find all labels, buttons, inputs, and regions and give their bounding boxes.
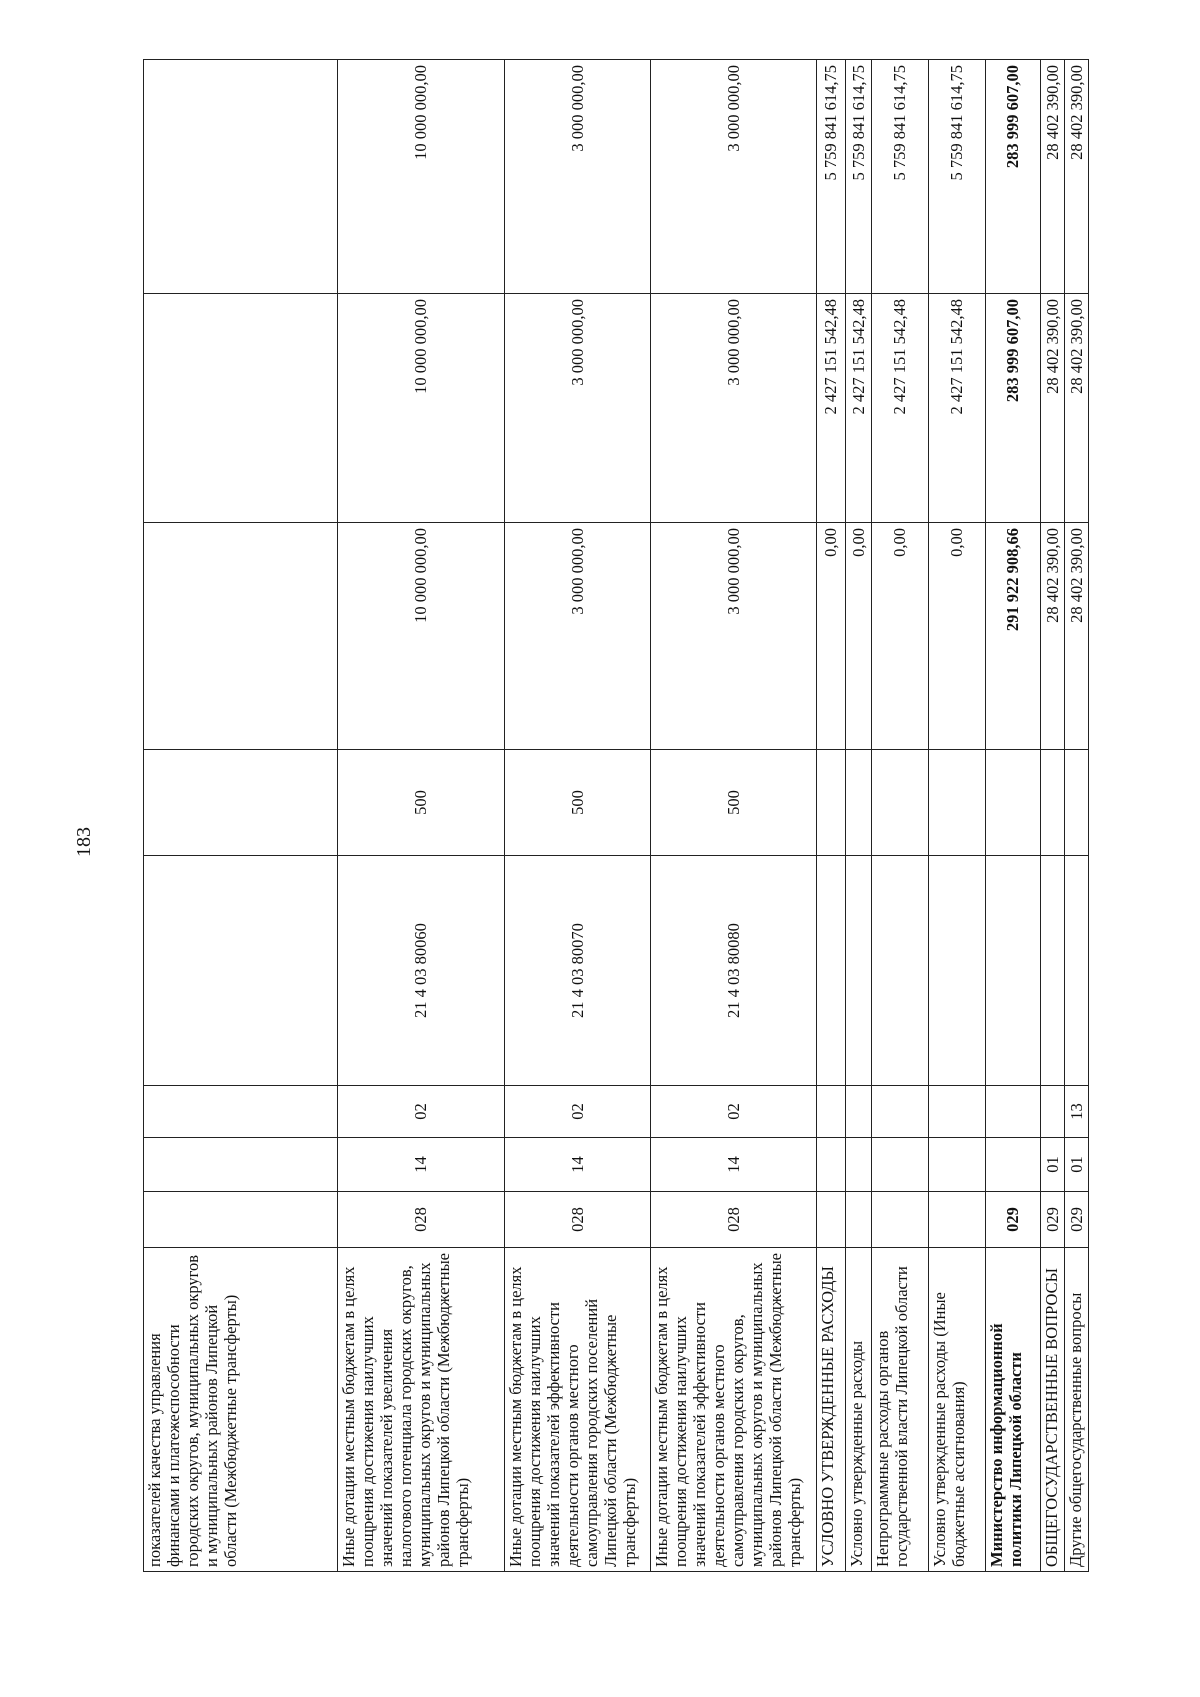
table-row <box>817 60 846 1572</box>
row-target: 21 4 03 80080 <box>651 856 817 1086</box>
row-amount-2: 3 000 000,00 <box>505 294 651 523</box>
row-amount-3: 5 759 841 614,75 <box>817 60 846 294</box>
row-section <box>929 1138 986 1192</box>
row-section: 14 <box>651 1138 817 1192</box>
row-amount-1: 0,00 <box>817 523 846 750</box>
row-subsection <box>846 1086 872 1138</box>
row-amount-3: 5 759 841 614,75 <box>872 60 929 294</box>
row-expense-type <box>929 750 986 856</box>
row-amount-3: 3 000 000,00 <box>651 60 817 294</box>
row-section <box>872 1138 929 1192</box>
row-expense-type <box>872 750 929 856</box>
row-section: 01 <box>1041 1138 1065 1192</box>
row-amount-1: 0,00 <box>846 523 872 750</box>
row-amount-2: 2 427 151 542,48 <box>872 294 929 523</box>
row-amount-3: 283 999 607,00 <box>986 60 1041 294</box>
row-amount-2 <box>144 294 338 523</box>
row-admin <box>929 1192 986 1248</box>
row-admin: 029 <box>1065 1192 1089 1248</box>
row-amount-2: 10 000 000,00 <box>338 294 505 523</box>
row-name: Условно утвержденные расходы (Иные бюджетные ассигнования) <box>929 1248 986 1572</box>
row-expense-type: 500 <box>651 750 817 856</box>
table-row <box>651 60 817 1572</box>
row-section: 01 <box>1065 1138 1089 1192</box>
page-number: 183 <box>73 827 95 857</box>
budget-table <box>143 59 1089 1572</box>
row-amount-3: 5 759 841 614,75 <box>846 60 872 294</box>
row-amount-1: 10 000 000,00 <box>338 523 505 750</box>
table-row <box>986 60 1041 1572</box>
row-subsection <box>817 1086 846 1138</box>
row-target <box>1041 856 1065 1086</box>
row-section <box>817 1138 846 1192</box>
row-amount-2: 2 427 151 542,48 <box>846 294 872 523</box>
row-target <box>1065 856 1089 1086</box>
budget-table-sheet <box>143 60 1086 1572</box>
row-subsection: 02 <box>651 1086 817 1138</box>
row-section <box>846 1138 872 1192</box>
row-amount-3: 3 000 000,00 <box>505 60 651 294</box>
table-row <box>846 60 872 1572</box>
row-amount-1: 0,00 <box>929 523 986 750</box>
row-amount-2: 3 000 000,00 <box>651 294 817 523</box>
row-amount-3: 5 759 841 614,75 <box>929 60 986 294</box>
row-admin <box>846 1192 872 1248</box>
row-amount-3: 28 402 390,00 <box>1041 60 1065 294</box>
row-target: 21 4 03 80060 <box>338 856 505 1086</box>
row-subsection: 13 <box>1065 1086 1089 1138</box>
row-name: Министерство информационной политики Липецкой области <box>986 1248 1041 1572</box>
row-admin: 029 <box>1041 1192 1065 1248</box>
row-expense-type <box>1041 750 1065 856</box>
row-admin <box>817 1192 846 1248</box>
row-section <box>144 1138 338 1192</box>
row-name: Непрограммные расходы органов государственной власти Липецкой области <box>872 1248 929 1572</box>
row-amount-3 <box>144 60 338 294</box>
table-row <box>338 60 505 1572</box>
table-row <box>505 60 651 1572</box>
row-amount-1: 28 402 390,00 <box>1041 523 1065 750</box>
row-subsection <box>872 1086 929 1138</box>
row-expense-type <box>144 750 338 856</box>
row-amount-1: 28 402 390,00 <box>1065 523 1089 750</box>
row-section <box>986 1138 1041 1192</box>
row-subsection <box>929 1086 986 1138</box>
row-name: Условно утвержденные расходы <box>846 1248 872 1572</box>
row-admin <box>144 1192 338 1248</box>
table-row <box>1065 60 1089 1572</box>
row-amount-1 <box>144 523 338 750</box>
row-name: Иные дотации местным бюджетам в целях поощрения достижения наилучших значений показателей эффективности деятельности органов местного самоуправления городских округов, муниципальных округов и муниципальных районов Липецкой области (Межбюджетные трансферты) <box>651 1248 817 1572</box>
row-subsection <box>986 1086 1041 1138</box>
row-amount-2: 28 402 390,00 <box>1041 294 1065 523</box>
row-target: 21 4 03 80070 <box>505 856 651 1086</box>
row-target <box>986 856 1041 1086</box>
row-amount-2: 28 402 390,00 <box>1065 294 1089 523</box>
row-amount-2: 2 427 151 542,48 <box>929 294 986 523</box>
table-row <box>872 60 929 1572</box>
row-name: УСЛОВНО УТВЕРЖДЕННЫЕ РАСХОДЫ <box>817 1248 846 1572</box>
row-target <box>144 856 338 1086</box>
row-target <box>872 856 929 1086</box>
row-section: 14 <box>338 1138 505 1192</box>
row-target <box>817 856 846 1086</box>
row-amount-2: 2 427 151 542,48 <box>817 294 846 523</box>
row-target <box>929 856 986 1086</box>
row-amount-1: 3 000 000,00 <box>651 523 817 750</box>
row-admin: 029 <box>986 1192 1041 1248</box>
row-amount-3: 10 000 000,00 <box>338 60 505 294</box>
row-admin: 028 <box>338 1192 505 1248</box>
row-name: показателей качества управления финансами и платежеспособности городских округов, муниципальных округов и муниципальных районов Липецкой области (Межбюджетные трансферты) <box>144 1248 338 1572</box>
row-name: Другие общегосударственные вопросы <box>1065 1248 1089 1572</box>
row-expense-type <box>846 750 872 856</box>
row-expense-type <box>986 750 1041 856</box>
row-name: ОБЩЕГОСУДАРСТВЕННЫЕ ВОПРОСЫ <box>1041 1248 1065 1572</box>
row-expense-type <box>1065 750 1089 856</box>
row-subsection: 02 <box>338 1086 505 1138</box>
table-row <box>1041 60 1065 1572</box>
row-amount-1: 291 922 908,66 <box>986 523 1041 750</box>
row-name: Иные дотации местным бюджетам в целях поощрения достижения наилучших значений показателей эффективности деятельности органов местного самоуправления городских поселений Липецкой области (Межбюджетные трансферты) <box>505 1248 651 1572</box>
row-expense-type: 500 <box>505 750 651 856</box>
row-expense-type: 500 <box>338 750 505 856</box>
table-row <box>144 60 338 1572</box>
row-subsection <box>144 1086 338 1138</box>
row-amount-1: 0,00 <box>872 523 929 750</box>
row-name: Иные дотации местным бюджетам в целях поощрения достижения наилучших значений показателей увеличения налогового потенциала городских округов, муниципальных округов и муниципальных районов Липецкой области (Межбюджетные трансферты) <box>338 1248 505 1572</box>
row-expense-type <box>817 750 846 856</box>
row-admin <box>872 1192 929 1248</box>
row-amount-1: 3 000 000,00 <box>505 523 651 750</box>
row-admin: 028 <box>651 1192 817 1248</box>
row-amount-3: 28 402 390,00 <box>1065 60 1089 294</box>
row-amount-2: 283 999 607,00 <box>986 294 1041 523</box>
row-target <box>846 856 872 1086</box>
table-row <box>929 60 986 1572</box>
row-section: 14 <box>505 1138 651 1192</box>
row-subsection: 02 <box>505 1086 651 1138</box>
row-subsection <box>1041 1086 1065 1138</box>
row-admin: 028 <box>505 1192 651 1248</box>
